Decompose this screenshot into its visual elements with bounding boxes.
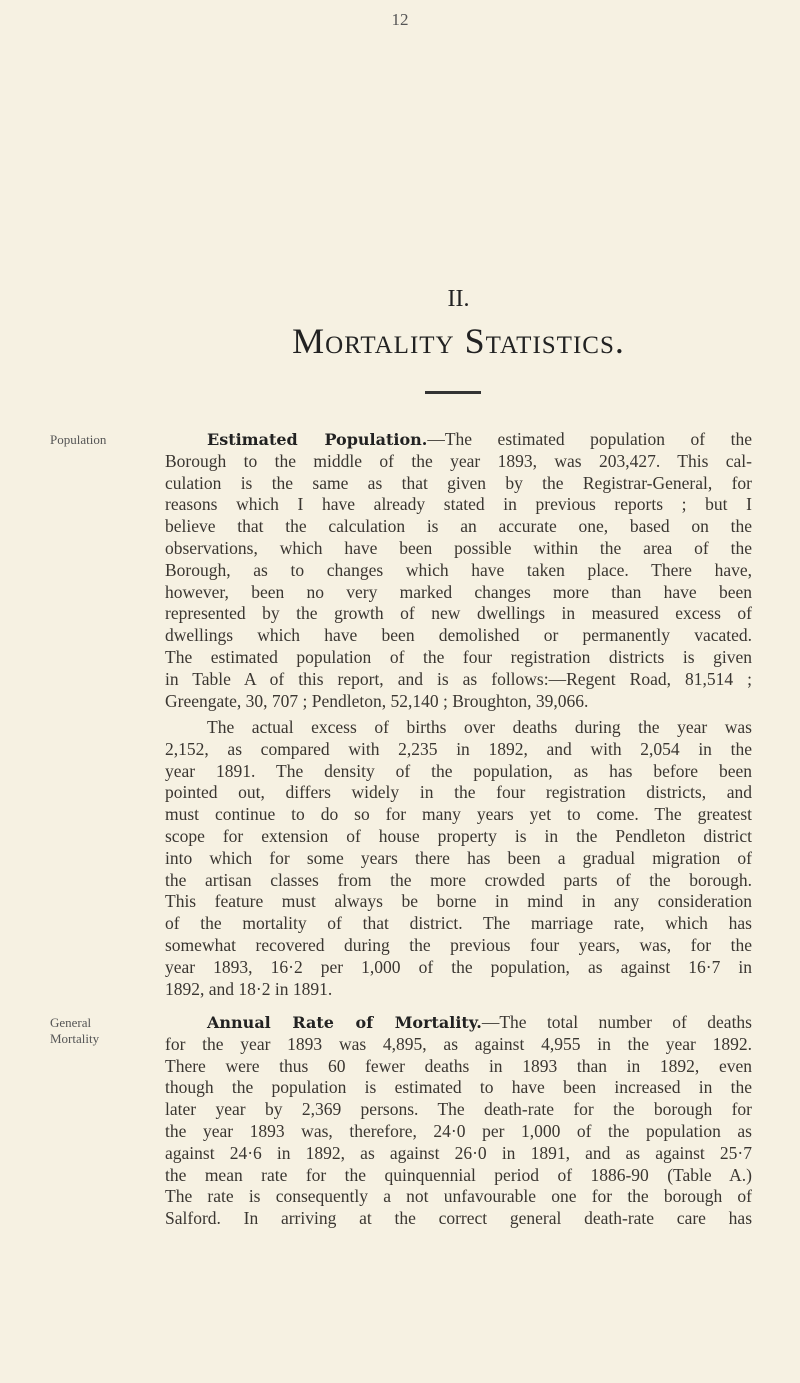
text-line: however, been no very marked changes more than have been bbox=[165, 581, 752, 602]
paragraph-heading: Estimated Population. bbox=[207, 430, 428, 449]
paragraph-births-deaths bbox=[165, 717, 752, 1000]
text-line: dwellings which have been demolished or permanently vacated. bbox=[165, 625, 752, 646]
title-divider bbox=[425, 391, 481, 394]
text-line: The rate is consequently a not unfavourable one for the borough of bbox=[165, 1186, 752, 1207]
text-line: There were thus 60 fewer deaths in 1893 than in 1892, even bbox=[165, 1055, 752, 1076]
text-line: for the year 1893 was 4,895, as against 4,955 in the year 1892. bbox=[165, 1033, 752, 1054]
text-line: later year by 2,369 persons. The death-rate for the borough for bbox=[165, 1099, 752, 1120]
text-line: of the mortality of that district. The marriage rate, which has bbox=[165, 913, 752, 934]
text-line: in Table A of this report, and is as follows:—Regent Road, 81,514 ; bbox=[165, 668, 752, 689]
paragraph-heading: Annual Rate of Mortality. bbox=[207, 1013, 482, 1032]
text-line: Salford. In arriving at the correct general death-rate care has bbox=[165, 1208, 752, 1229]
text-line: Borough, as to changes which have taken place. There have, bbox=[165, 559, 752, 580]
paragraph-text: —The estimated population of the bbox=[427, 429, 752, 449]
text-line: pointed out, differs widely in the four registration districts, and bbox=[165, 782, 752, 803]
paragraph-estimated-population bbox=[165, 429, 752, 712]
text-line: represented by the growth of new dwellings in measured excess of bbox=[165, 603, 752, 624]
page-number: 12 bbox=[391, 10, 409, 29]
text-line: This feature must always be borne in mind in any consideration bbox=[165, 891, 752, 912]
text-line: somewhat recovered during the previous four years, was, for the bbox=[165, 934, 752, 955]
text-line: The estimated population of the four registration districts is given bbox=[165, 646, 752, 667]
text-line: reasons which I have already stated in previous reports ; but I bbox=[165, 494, 752, 515]
text-line: year 1891. The density of the population, as has before been bbox=[165, 760, 752, 781]
text-line: observations, which have been possible within the area of the bbox=[165, 537, 752, 558]
text-line: believe that the calculation is an accurate one, based on the bbox=[165, 516, 752, 537]
text-line: against 24·6 in 1892, as against 26·0 in 1891, and as against 25·7 bbox=[165, 1142, 752, 1163]
text-line: 2,152, as compared with 2,235 in 1892, and with 2,054 in the bbox=[165, 738, 752, 759]
paragraph-text: —The total number of deaths bbox=[481, 1012, 752, 1032]
paragraph-first-line bbox=[165, 1012, 752, 1034]
text-line: must continue to do so for many years yet to come. The greatest bbox=[165, 804, 752, 825]
text-line: year 1893, 16·2 per 1,000 of the population, as against 16·7 in bbox=[165, 956, 752, 977]
margin-note-line: General bbox=[50, 1015, 92, 1030]
text-line: culation is the same as that given by the Registrar-General, for bbox=[165, 472, 752, 493]
margin-note-general-mortality bbox=[50, 1015, 99, 1047]
text-line: scope for extension of house property is in the Pendleton district bbox=[165, 825, 752, 846]
text-line: Greengate, 30, 707 ; Pendleton, 52,140 ; Broughton, 39,066. bbox=[165, 690, 589, 711]
text-line: Borough to the middle of the year 1893, was 203,427. This cal- bbox=[165, 450, 752, 471]
section-title: Mortality Statistics. bbox=[292, 321, 625, 361]
text-line: 1892, and 18·2 in 1891. bbox=[165, 978, 333, 999]
margin-note-line: Mortality bbox=[50, 1031, 100, 1046]
margin-note-population: Population bbox=[50, 432, 107, 447]
section-number: II. bbox=[447, 286, 470, 312]
text-line: The actual excess of births over deaths during the year was bbox=[207, 717, 752, 737]
text-line: the mean rate for the quinquennial period of 1886-90 (Table A.) bbox=[165, 1164, 752, 1185]
text-line: the artisan classes from the more crowded parts of the borough. bbox=[165, 869, 752, 890]
paragraph-first-line bbox=[165, 429, 752, 451]
paragraph-annual-rate-of-mortality bbox=[165, 1012, 752, 1230]
text-line: the year 1893 was, therefore, 24·0 per 1,000 of the population as bbox=[165, 1120, 752, 1141]
text-line: into which for some years there has been a gradual migration of bbox=[165, 847, 752, 868]
text-line: though the population is estimated to have been increased in the bbox=[165, 1077, 752, 1098]
